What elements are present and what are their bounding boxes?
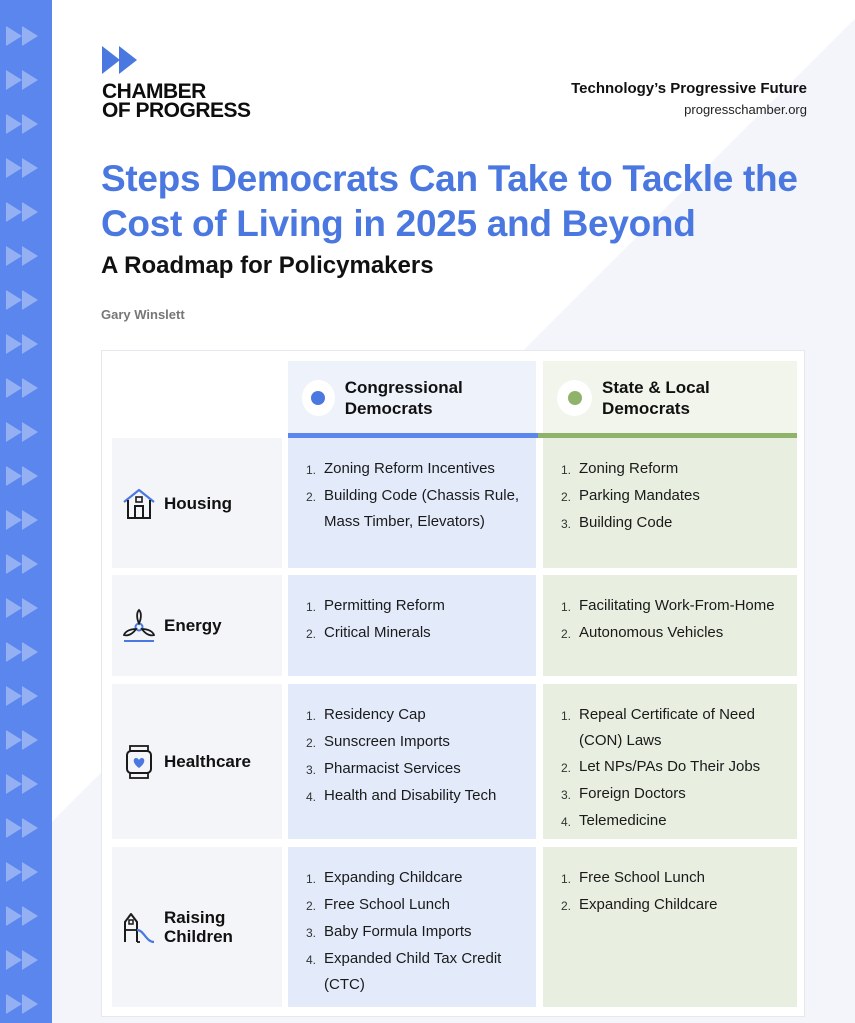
list-item: 1. Free School Lunch — [561, 869, 705, 886]
column-label: Congressional Democrats — [344, 378, 463, 418]
column-header-state-local — [543, 361, 797, 435]
list-item: 4. Expanded Child Tax Credit (CTC) — [306, 950, 502, 993]
list-item: 2. Free School Lunch — [306, 896, 450, 913]
heart-watch-icon — [120, 743, 158, 781]
chevron-pattern-icon — [2, 592, 50, 624]
list-item: 4. Health and Disability Tech — [306, 787, 497, 804]
column-header-congressional — [288, 361, 536, 435]
chevron-pattern-icon — [2, 20, 50, 52]
list-item: 3. Pharmacist Services — [306, 760, 461, 777]
chevron-pattern-icon — [2, 460, 50, 492]
chevron-pattern-icon — [2, 240, 50, 272]
list-item: 1. Facilitating Work-From-Home — [561, 597, 775, 614]
website-link[interactable]: progresschamber.org — [684, 102, 807, 117]
logo-line2: OF PROGRESS — [102, 99, 251, 122]
fast-forward-icon — [102, 46, 142, 74]
row-name: Raising Children — [164, 908, 233, 946]
column-label: State & Local Democrats — [602, 378, 710, 418]
chevron-pattern-icon — [2, 944, 50, 976]
playground-icon — [120, 908, 158, 946]
row-name: Housing — [164, 493, 232, 513]
cell-raising-children-congressional — [288, 847, 536, 1007]
logo-line1: CHAMBER — [102, 80, 206, 103]
blue-dot-icon — [311, 391, 325, 405]
cell-energy-congressional — [288, 575, 536, 676]
chevron-pattern-icon — [2, 504, 50, 536]
row-label-energy — [112, 575, 282, 676]
list-item: 2. Parking Mandates — [561, 487, 700, 504]
header-right — [571, 80, 807, 117]
document-subtitle: A Roadmap for Policymakers — [101, 252, 434, 279]
cell-energy-state-local — [543, 575, 797, 676]
list-item: 1. Expanding Childcare — [306, 869, 463, 886]
row-name: Energy — [164, 616, 222, 635]
chevron-pattern-icon — [2, 636, 50, 668]
house-icon — [120, 484, 158, 522]
chevron-pattern-icon — [2, 416, 50, 448]
list-item: 2. Sunscreen Imports — [306, 733, 450, 750]
list-item: 2. Building Code (Chassis Rule, Mass Timber, Elevators) — [306, 487, 520, 530]
chevron-pattern-icon — [2, 108, 50, 140]
list-item: 1. Zoning Reform — [561, 460, 679, 477]
cell-healthcare-congressional — [288, 684, 536, 839]
list-item: 1. Repeal Certificate of Need (CON) Laws — [561, 706, 755, 749]
page — [52, 0, 855, 1023]
row-label-raising-children — [112, 847, 282, 1007]
cell-housing-congressional — [288, 438, 536, 568]
list-item: 3. Foreign Doctors — [561, 785, 686, 802]
chevron-pattern-icon — [2, 768, 50, 800]
author: Gary Winslett — [101, 307, 185, 322]
chevron-pattern-icon — [2, 284, 50, 316]
cell-raising-children-state-local — [543, 847, 797, 1007]
chamber-of-progress-logo — [102, 46, 251, 120]
list-item: 2. Expanding Childcare — [561, 896, 718, 913]
list-item: 2. Autonomous Vehicles — [561, 624, 724, 641]
cell-healthcare-state-local — [543, 684, 797, 839]
chevron-pattern-icon — [2, 812, 50, 844]
policy-table — [101, 350, 805, 1017]
list-item: 1. Zoning Reform Incentives — [306, 460, 495, 477]
document-title: Steps Democrats Can Take to Tackle the Cost of Living in 2025 and Beyond — [101, 158, 798, 244]
left-decorative-band — [0, 0, 52, 1023]
chevron-pattern-icon — [2, 196, 50, 228]
chevron-pattern-icon — [2, 152, 50, 184]
chevron-pattern-icon — [2, 328, 50, 360]
list-item: 2. Critical Minerals — [306, 624, 431, 641]
wind-turbine-icon — [120, 607, 158, 645]
list-item: 2. Let NPs/PAs Do Their Jobs — [561, 758, 761, 775]
chevron-pattern-icon — [2, 900, 50, 932]
chevron-pattern-icon — [2, 856, 50, 888]
list-item: 4. Telemedicine — [561, 812, 667, 829]
chevron-pattern-icon — [2, 988, 50, 1020]
tagline: Technology’s Progressive Future — [571, 80, 807, 97]
chevron-pattern-icon — [2, 680, 50, 712]
chevron-pattern-icon — [2, 548, 50, 580]
list-item: 3. Building Code — [561, 514, 673, 531]
cell-housing-state-local — [543, 438, 797, 568]
chevron-pattern-icon — [2, 372, 50, 404]
row-name: Healthcare — [164, 752, 251, 771]
row-label-healthcare — [112, 684, 282, 839]
chevron-pattern-icon — [2, 724, 50, 756]
list-item: 1. Permitting Reform — [306, 597, 445, 614]
list-item: 3. Baby Formula Imports — [306, 923, 472, 940]
row-label-housing — [112, 438, 282, 568]
list-item: 1. Residency Cap — [306, 706, 426, 723]
chevron-pattern-icon — [2, 64, 50, 96]
green-dot-icon — [568, 391, 582, 405]
